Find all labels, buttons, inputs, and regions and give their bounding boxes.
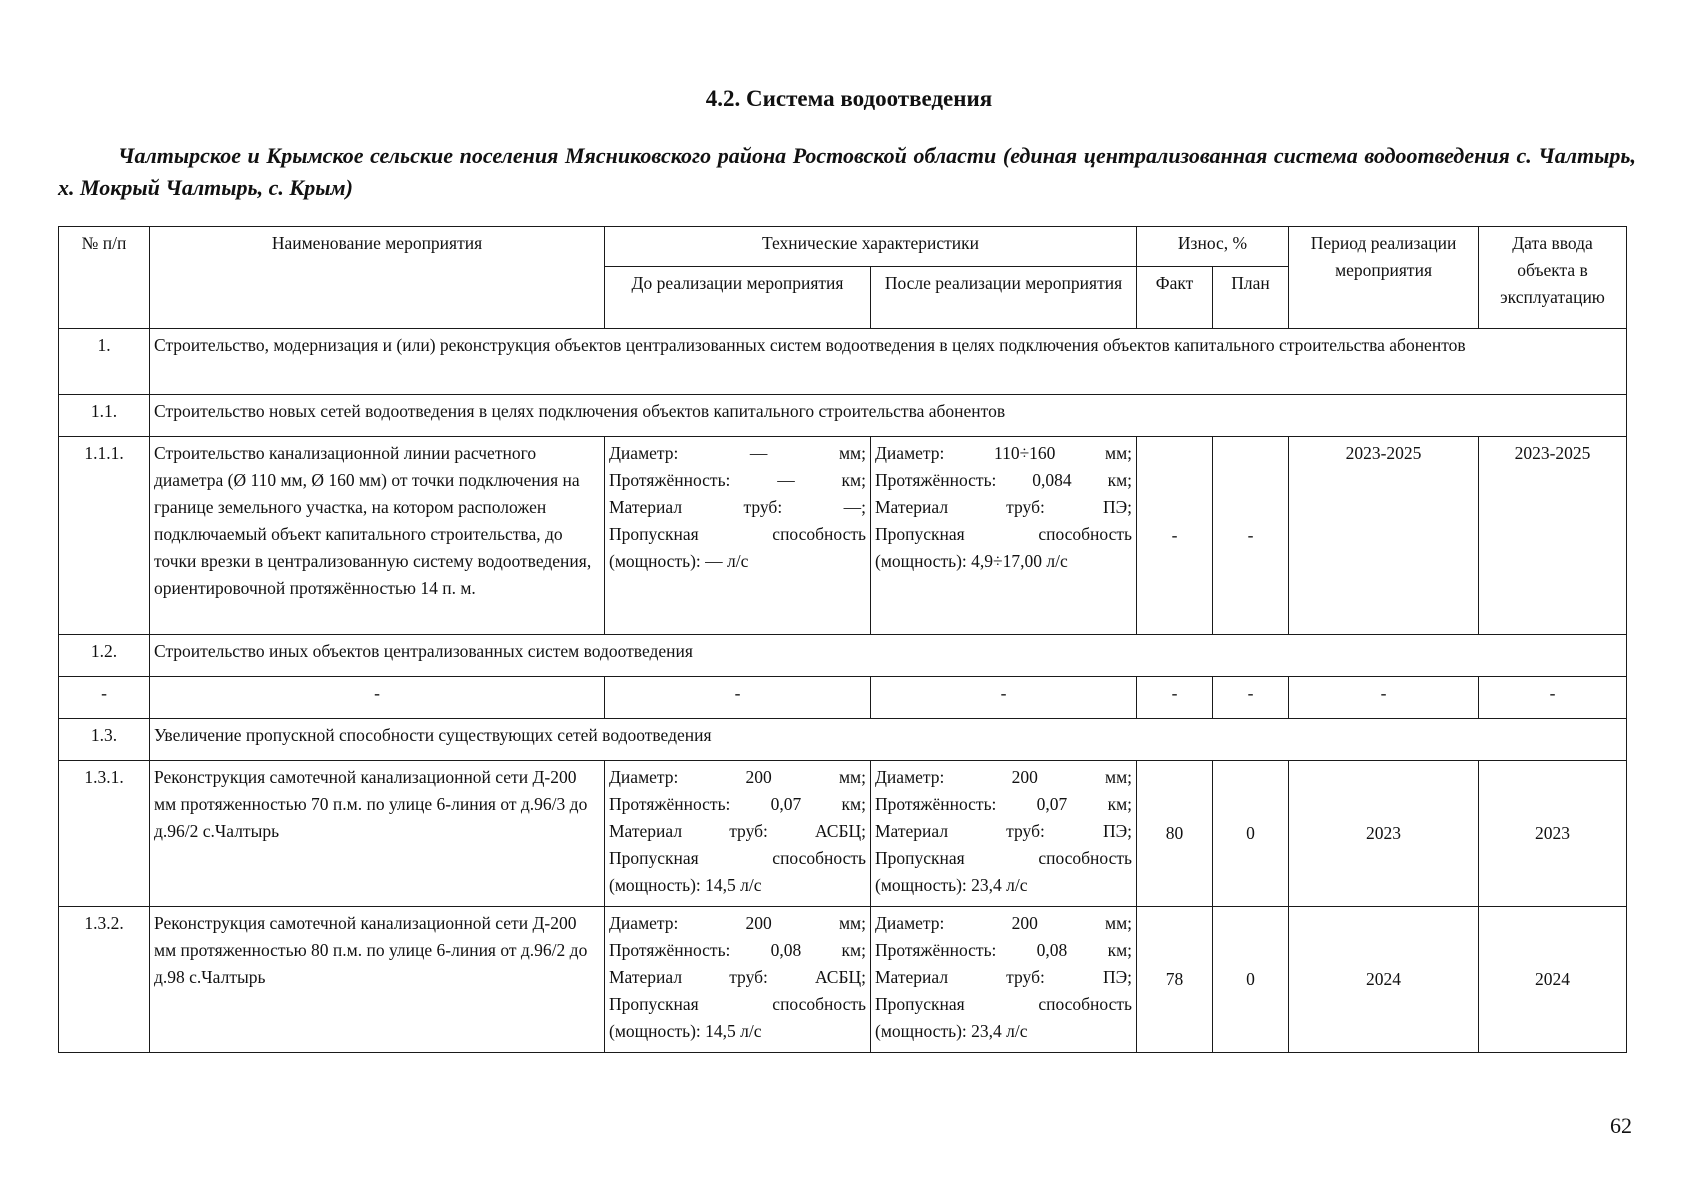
spec-line: Диаметр: 200 мм; [875,767,1133,787]
spec-line: Материал труб: АСБЦ; [609,967,866,987]
spec-line: Протяжённость: 0,07 км; [609,794,866,814]
row-after [871,907,1137,1053]
row-before [605,907,871,1053]
section-row-1 [59,329,1627,395]
row-num: - [59,677,150,719]
row-date: - [1479,677,1627,719]
section-num: 1.2. [59,635,150,677]
spec-line: Пропускная способность [609,994,866,1014]
spec-line: Пропускная способность [875,524,1133,544]
spec-line: Материал труб: ПЭ; [875,821,1133,841]
subtitle [58,140,1636,204]
spec-line: Пропускная способность [875,994,1133,1014]
spec-line: (мощность): 14,5 л/с [609,1021,762,1041]
table-row-1-3-2 [59,907,1627,1053]
row-plan: - [1213,677,1289,719]
spec-line: Материал труб: АСБЦ; [609,821,866,841]
spec-line: (мощность): — л/с [609,551,749,571]
row-fact: 80 [1137,761,1213,907]
row-plan: - [1213,437,1289,635]
header-plan: План [1213,267,1289,329]
spec-line: Диаметр: 200 мм; [875,913,1133,933]
spec-line: Диаметр: 200 мм; [609,913,866,933]
header-row-1 [59,227,1627,267]
row-fact: - [1137,437,1213,635]
header-wear: Износ, % [1137,227,1289,267]
spec-line: Материал труб: ПЭ; [875,967,1133,987]
row-before [605,761,871,907]
spec-line: (мощность): 23,4 л/с [875,1021,1028,1041]
table-row-1-1-1 [59,437,1627,635]
subtitle-text: Чалтырское и Крымское сельские поселения Мясниковского района Ростовской области (единая централизованная система водоотведения с. Чалтырь, х. Мокрый Чалтырь, с. Крым) [58,143,1636,200]
section-num: 1. [59,329,150,395]
spec-line: Протяжённость: — км; [609,470,866,490]
spec-line: Пропускная способность [609,848,866,868]
section-text: Строительство новых сетей водоотведения в целях подключения объектов капитального строительства абонентов [150,395,1627,437]
spec-line: (мощность): 4,9÷17,00 л/с [875,551,1068,571]
row-after: - [871,677,1137,719]
header-before: До реализации мероприятия [605,267,871,329]
row-name: Реконструкция самотечной канализационной сети Д-200 мм протяженностью 70 п.м. по улице 6-линия от д.96/3 до д.96/2 с.Чалтырь [150,761,605,907]
section-text: Увеличение пропускной способности существующих сетей водоотведения [150,719,1627,761]
section-row-1-1 [59,395,1627,437]
row-date: 2023-2025 [1479,437,1627,635]
spec-line: Материал труб: —; [609,497,866,517]
section-heading: 4.2. Система водоотведения [705,86,993,111]
spec-line: Протяжённость: 0,08 км; [609,940,866,960]
row-before [605,437,871,635]
section-text: Строительство, модернизация и (или) реконструкция объектов централизованных систем водоотведения в целях подключения объектов капитального строительства абонентов [150,329,1627,395]
section-num: 1.1. [59,395,150,437]
row-plan: 0 [1213,761,1289,907]
spec-line: Протяжённость: 0,07 км; [875,794,1133,814]
row-after [871,761,1137,907]
section-row-1-2 [59,635,1627,677]
header-name: Наименование мероприятия [150,227,605,329]
spec-line: Протяжённость: 0,08 км; [875,940,1133,960]
row-name: Реконструкция самотечной канализационной сети Д-200 мм протяженностью 80 п.м. по улице 6-линия от д.96/2 до д.98 с.Чалтырь [150,907,605,1053]
row-period: - [1289,677,1479,719]
spec-line: Диаметр: 200 мм; [609,767,866,787]
row-fact: - [1137,677,1213,719]
header-tech: Технические характеристики [605,227,1137,267]
header-fact: Факт [1137,267,1213,329]
page-number: 62 [1610,1113,1632,1138]
section-num: 1.3. [59,719,150,761]
section-row-1-3 [59,719,1627,761]
row-period: 2023-2025 [1289,437,1479,635]
header-period: Период реализации мероприятия [1289,227,1479,329]
section-text: Строительство иных объектов централизованных систем водоотведения [150,635,1627,677]
row-period: 2023 [1289,761,1479,907]
row-plan: 0 [1213,907,1289,1053]
header-after: После реализации мероприятия [871,267,1137,329]
spec-line: Диаметр: — мм; [609,443,866,463]
spec-line: (мощность): 23,4 л/с [875,875,1028,895]
measures-table [58,226,1627,1053]
header-date: Дата ввода объекта в эксплуатацию [1479,227,1627,329]
header-num: № п/п [59,227,150,329]
spec-line: Пропускная способность [609,524,866,544]
row-name: - [150,677,605,719]
row-period: 2024 [1289,907,1479,1053]
row-name: Строительство канализационной линии расчетного диаметра (Ø 110 мм, Ø 160 мм) от точки подключения на границе земельного участка, на котором расположен подключаемый объект капитального строительства, до точки врезки в централизованную систему водоотведения, ориентировочной протяжённостью 14 п. м. [150,437,605,635]
spec-line: Протяжённость: 0,084 км; [875,470,1133,490]
spec-line: Пропускная способность [875,848,1133,868]
row-before: - [605,677,871,719]
row-after [871,437,1137,635]
table-row-empty [59,677,1627,719]
row-num: 1.3.1. [59,761,150,907]
row-num: 1.3.2. [59,907,150,1053]
spec-line: Диаметр: 110÷160 мм; [875,443,1133,463]
row-num: 1.1.1. [59,437,150,635]
table-row-1-3-1 [59,761,1627,907]
spec-line: (мощность): 14,5 л/с [609,875,762,895]
spec-line: Материал труб: ПЭ; [875,497,1133,517]
row-date: 2023 [1479,761,1627,907]
row-fact: 78 [1137,907,1213,1053]
row-date: 2024 [1479,907,1627,1053]
